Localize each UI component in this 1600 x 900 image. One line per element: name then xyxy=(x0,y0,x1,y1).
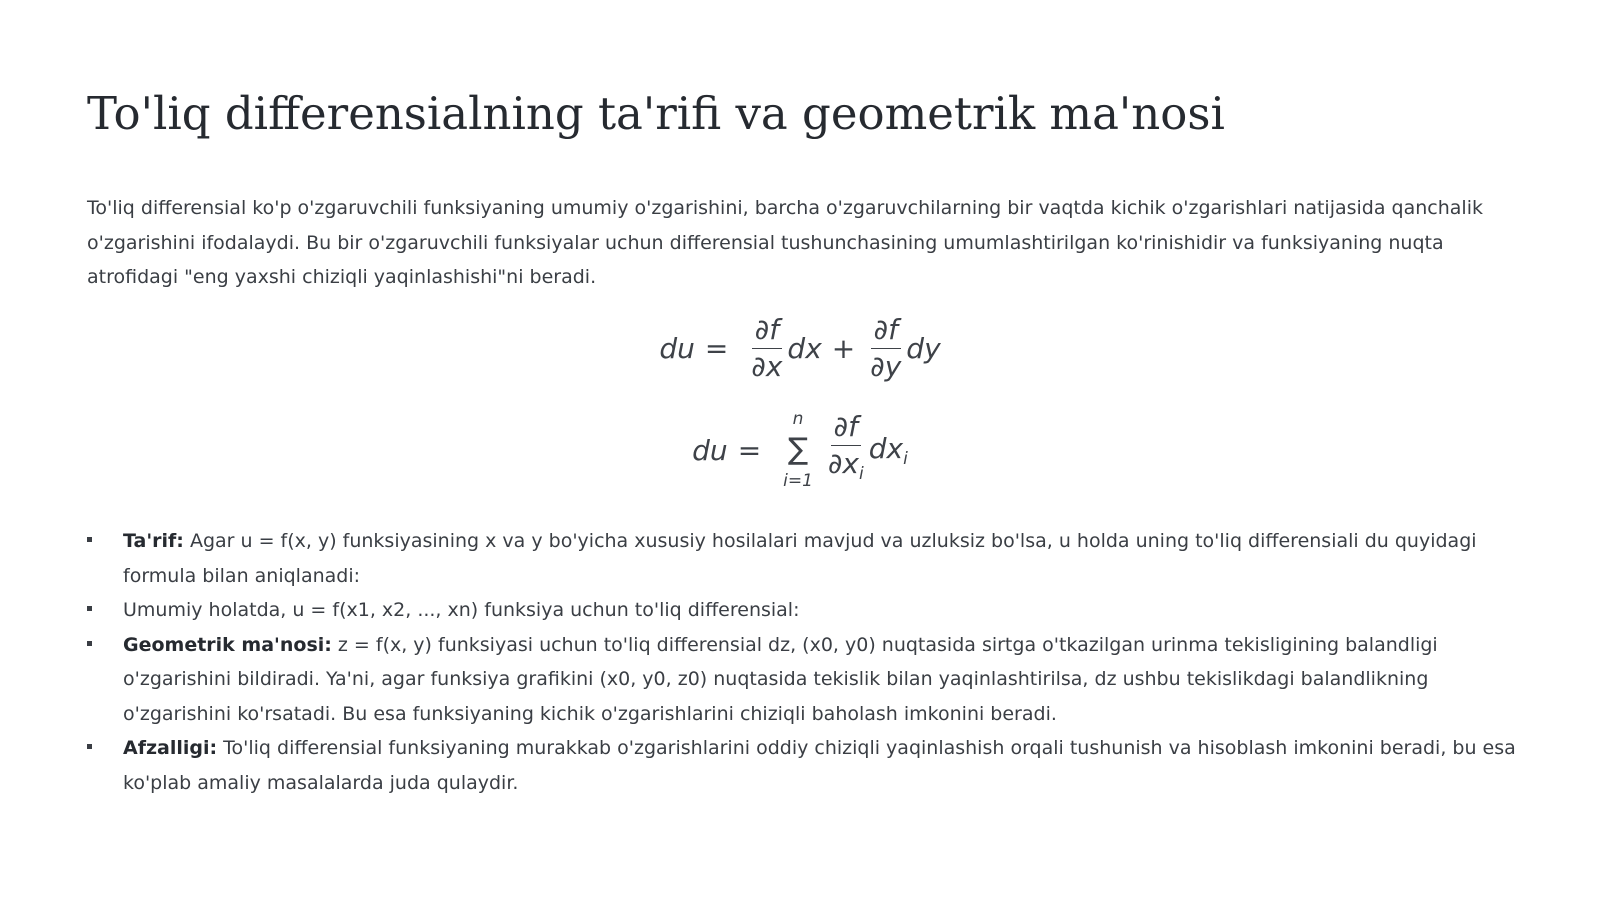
intro-paragraph: To'liq differensial ko'p o'zgaruvchili funksiyaning umumiy o'zgarishini, barcha o'zgaruvchilarning bir vaqtda kichik o'zgarishlari natijasida qanchalik o'zgarishini ifodalaydi. Bu bir o'zgaruvchili funksiyalar uchun differensial tushunchasining umumlashtirilgan ko'rinishidir va funksiyaning nuqta atrofidagi "eng yaxshi chiziqli yaqinlashishi"ni beradi. xyxy=(87,197,1483,288)
bullet-marker xyxy=(87,537,92,542)
bullet-text: z = f(x, y) funksiyasi uchun to'liq differensial dz, (x0, y0) nuqtasida sirtga o'tkazilgan urinma tekisligining balandligi o'zgarishini bildiradi. Ya'ni, agar funksiya grafikini (x0, y0, z0) nuqtasida tekislik bilan yaqinlashtirilsa, dz ushbu tekislikdagi balandlikning o'zgarishini ko'rsatadi. Bu esa funksiyaning kichik o'zgarishlarini chiziqli baholash imkonini beradi. xyxy=(123,633,1438,725)
bullet-marker xyxy=(87,744,92,749)
partial-fraction-x xyxy=(748,314,785,383)
bullet-list xyxy=(87,524,1517,800)
bullet-marker xyxy=(87,606,92,611)
general-differential-formula xyxy=(0,408,1600,492)
bullet-definition xyxy=(87,524,1517,593)
differential-dy: dy xyxy=(906,332,941,365)
fraction-denominator xyxy=(825,446,867,490)
fraction-numerator: ∂f xyxy=(871,314,901,349)
bullet-geometric-meaning xyxy=(87,628,1517,732)
summation xyxy=(783,408,813,492)
fraction-denominator: ∂y xyxy=(870,350,902,383)
bullet-text: Umumiy holatda, u = f(x1, x2, ..., xn) funksiya uchun to'liq differensial: xyxy=(123,599,800,621)
formula-block xyxy=(0,300,1600,500)
bullet-text: To'liq differensial funksiyaning murakkab o'zgarishlarini oddiy chiziqli yaqinlashish orqali tushunish va hisoblash imkonini beradi, bu esa ko'plab amaliy masalalarda juda qulaydir. xyxy=(123,737,1516,794)
bullet-advantage xyxy=(87,731,1517,800)
page-title: To'liq differensialning ta'rifi va geometrik ma'nosi xyxy=(87,87,1225,140)
formula-plus: + xyxy=(831,332,856,365)
sum-lower-limit: i=1 xyxy=(783,471,813,491)
bullet-label: Ta'rif: xyxy=(123,530,184,552)
fraction-denominator: ∂x xyxy=(751,350,783,383)
partial-fraction-y xyxy=(867,314,904,383)
sigma-symbol: ∑ xyxy=(787,432,809,467)
bullet-label: Afzalligi: xyxy=(123,737,218,759)
formula-lhs: du xyxy=(692,433,728,467)
differential-base: dx xyxy=(868,431,904,465)
formula-equals: = xyxy=(737,433,762,467)
differential-dx: dx xyxy=(787,332,822,365)
formula-equals: = xyxy=(704,332,729,365)
total-differential-formula xyxy=(0,314,1600,383)
fraction-numerator: ∂f xyxy=(831,411,861,446)
denominator-base: ∂x xyxy=(827,446,860,480)
differential-dxi xyxy=(869,432,908,469)
denominator-index: i xyxy=(859,463,864,484)
sum-upper-limit: n xyxy=(792,409,804,429)
bullet-label: Geometrik ma'nosi: xyxy=(123,633,332,656)
bullet-text: Agar u = f(x, y) funksiyasining x va y bo'yicha xususiy hosilalari mavjud va uzluksiz bo'lsa, u holda uning to'liq differensiali du quyidagi formula bilan aniqlanadi: xyxy=(123,530,1477,587)
bullet-marker xyxy=(87,641,92,646)
differential-index: i xyxy=(903,448,908,469)
formula-lhs: du xyxy=(659,332,695,365)
partial-fraction-xi xyxy=(825,411,867,490)
bullet-general-case xyxy=(87,593,1517,628)
fraction-numerator: ∂f xyxy=(752,314,782,349)
